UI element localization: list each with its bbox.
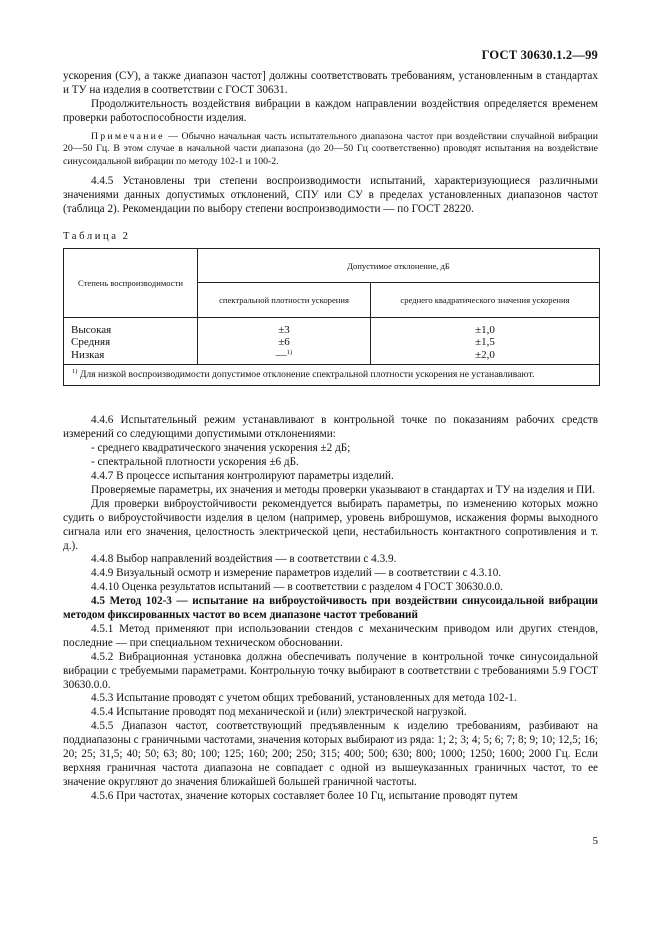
- paragraph: Для проверки виброустойчивости рекомендуется выбирать параметры, по изменению которых можно судить о виброустойчивости изделия в целом (например, уровень виброшумов, искажения формы выходного сигнала или его значения, целостность электрической цепи, нестабильность контактного сопротивления и т. д.).: [63, 497, 598, 552]
- paragraph: 4.4.10 Оценка результатов испытаний — в соответствии с разделом 4 ГОСТ 30630.0.0.: [91, 581, 503, 594]
- paragraph: 4.4.6 Испытательный режим устанавливают в контрольной точке по показаниям рабочих средств измерений со следующими допустимыми отклонениями:: [63, 414, 598, 441]
- paragraph: 4.5.6 При частотах, значение которых составляет более 10 Гц, испытание проводят путем: [91, 789, 518, 802]
- paragraph: 4.4.5 Установлены три степени воспроизводимости испытаний, характеризующиеся различными значениями данных допустимых отклонений, СПУ или СУ в пределах установленных диапазонов частот (таблица 2). Рекомендации по выбору степени воспроизводимости — по ГОСТ 28220.: [63, 175, 598, 215]
- page-number: 5: [592, 835, 598, 847]
- paragraph: 4.4.9 Визуальный осмотр и измерение параметров изделий — в соответствии с 4.3.10.: [91, 567, 502, 580]
- su-medium: ±1,5: [475, 336, 495, 349]
- paragraph: Проверяемые параметры, их значения и методы проверки указывают в стандартах и ТУ на изделия и ПИ.: [91, 483, 596, 496]
- paragraph: 4.5.4 Испытание проводят под механической и (или) электрической нагрузкой.: [91, 706, 467, 719]
- table-caption-label: Таблица: [63, 230, 119, 242]
- document-body: [63, 70, 598, 804]
- note: [63, 131, 598, 169]
- footnote-text: Для низкой воспроизводимости допустимое отклонение спектральной плотности ускорения не устанавливают.: [77, 368, 535, 380]
- col-header-su: среднего квадратического значения ускорения: [371, 283, 600, 318]
- su-high: ±1,0: [475, 323, 495, 336]
- col-header-spu: спектральной плотности ускорения: [198, 283, 371, 318]
- table-caption: [63, 231, 598, 242]
- section-heading: 4.5 Метод 102-3 — испытание на виброустойчивость при воздействии синусоидальной вибрации методом фиксированных частот во всем диапазоне частот требований: [63, 595, 598, 622]
- list-item: - спектральной плотности ускорения ±6 дБ.: [91, 456, 299, 469]
- paragraph: 4.5.3 Испытание проводят с учетом общих требований, установленных для метода 102-1.: [91, 692, 517, 705]
- spu-high: ±3: [278, 323, 290, 336]
- list-item: - среднего квадратического значения ускорения ±2 дБ;: [91, 442, 351, 455]
- table-2: [63, 248, 600, 387]
- paragraph: 4.4.8 Выбор направлений воздействия — в соответствии с 4.3.9.: [91, 553, 397, 566]
- paragraph: Продолжительность воздействия вибрации в каждом направлении воздействия определяется временем проверки работоспособности изделия.: [63, 97, 598, 124]
- table-body: [64, 317, 600, 364]
- su-low: ±2,0: [475, 348, 495, 361]
- note-text: — Обычно начальная часть испытательного диапазона частот при воздействии случайной вибрации 20—50 Гц. В этом случае в начальной части диапазона (до 20—50 Гц соответственно) проводят испытания на воздействие синусоидальной вибрации по методу 102-1 и 100-2.: [63, 130, 598, 167]
- degree-medium: Средняя: [71, 336, 111, 349]
- note-label: Примечание: [91, 130, 165, 142]
- col-header-degree: Степень воспроизводимости: [64, 248, 198, 317]
- paragraph: 4.5.5 Диапазон частот, соответствующий предъявленным к изделию требованиям, разбивают на поддиапазоны с граничными частотами, значения которых выбирают из ряда: 1; 2; 3; 4; 5; 6; 7; 8; 9; 10; 12,5; 16; 20; 25; 31,5; 40; 50; 63; 80; 100; 125; 160; 200; 250; 315; 400; 500; 630; 800; 1000; 1250; 1600; 2000 Гц. Если верхняя граничная частота диапазона не совпадает с одной из вышеуказанных граничных частот, то ее значение округляют до значения ближайшей большей граничной частоты.: [63, 720, 598, 788]
- paragraph: ускорения (СУ), а также диапазон частот] должны соответствовать требованиям, установленным в стандартах и ТУ на изделия в соответствии с ГОСТ 30631.: [63, 70, 598, 96]
- su-cell: [371, 317, 600, 364]
- spu-cell: [198, 317, 371, 364]
- spu-medium: ±6: [278, 336, 290, 349]
- footnote-mark: 1): [72, 367, 78, 375]
- paragraph: 4.4.7 В процессе испытания контролируют параметры изделий.: [91, 469, 394, 482]
- spu-low: [198, 349, 370, 362]
- spu-low-value: —: [275, 348, 287, 361]
- degree-high: Высокая: [71, 323, 112, 336]
- table-footnote: [64, 364, 600, 386]
- document-header: ГОСТ 30630.1.2—99: [481, 48, 598, 62]
- paragraph: 4.5.1 Метод применяют при использовании стендов с механическим приводом или других стендов, последние — при специальном техническом обосновании.: [63, 622, 598, 649]
- degree-cell: [64, 317, 198, 364]
- footnote-ref: 1): [286, 348, 293, 356]
- degree-low: Низкая: [71, 348, 105, 361]
- table-number: 2: [122, 230, 128, 242]
- group-header: Допустимое отклонение, дБ: [198, 248, 600, 283]
- paragraph: 4.5.2 Вибрационная установка должна обеспечивать получение в контрольной точке синусоидальной вибрации с требуемыми параметрами. Контрольную точку выбирают в соответствии с требованиями 5.9 ГОСТ 30630.0.0.: [63, 650, 598, 691]
